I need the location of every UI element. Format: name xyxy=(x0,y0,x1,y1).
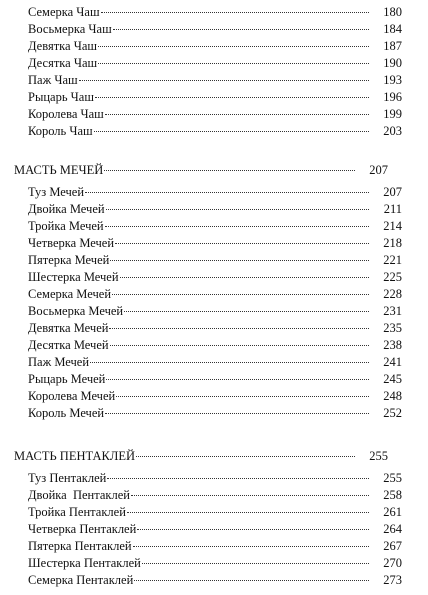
toc-entry-title: Паж Мечей xyxy=(28,355,90,369)
toc-entry-page: 264 xyxy=(383,522,402,536)
toc-entry[interactable] xyxy=(0,72,428,89)
toc-entry-title: Тройка Мечей xyxy=(28,219,104,233)
toc-dot-leader xyxy=(124,310,369,312)
toc-dot-leader xyxy=(95,96,369,98)
toc-entry-title: Король Мечей xyxy=(28,406,105,420)
toc-section-heading[interactable] xyxy=(0,448,414,465)
toc-entry[interactable] xyxy=(0,286,428,303)
toc-entry[interactable] xyxy=(0,504,428,521)
toc-entry-page: 214 xyxy=(383,219,402,233)
toc-entry-page: 196 xyxy=(383,90,402,104)
toc-entry-title: Семерка Мечей xyxy=(28,287,112,301)
toc-entry-page: 221 xyxy=(383,253,402,267)
toc-entry-title: Четверка Мечей xyxy=(28,236,115,250)
toc-entry-page: 245 xyxy=(383,372,402,386)
toc-entry[interactable] xyxy=(0,201,428,218)
toc-dot-leader xyxy=(137,528,369,530)
toc-entry[interactable] xyxy=(0,218,428,235)
toc-entry-title: Паж Чаш xyxy=(28,73,78,87)
toc-dot-leader xyxy=(142,562,369,564)
toc-entry-title: Туз Мечей xyxy=(28,185,85,199)
toc-dot-leader xyxy=(116,395,369,397)
toc-entry[interactable] xyxy=(0,354,428,371)
toc-entry-page: 180 xyxy=(383,5,402,19)
toc-entry[interactable] xyxy=(0,269,428,286)
toc-entry[interactable] xyxy=(0,4,428,21)
toc-section-page: 255 xyxy=(369,449,388,463)
toc-entry[interactable] xyxy=(0,38,428,55)
toc-entry-page: 248 xyxy=(383,389,402,403)
toc-entry-title: Девятка Чаш xyxy=(28,39,98,53)
toc-entry-title: Рыцарь Мечей xyxy=(28,372,106,386)
toc-entry-page: 270 xyxy=(383,556,402,570)
toc-dot-leader xyxy=(134,579,369,581)
toc-entry[interactable] xyxy=(0,21,428,38)
toc-entry-title: Пятерка Пентаклей xyxy=(28,539,132,553)
toc-entry-page: 203 xyxy=(383,124,402,138)
toc-entry[interactable] xyxy=(0,184,428,201)
toc-entry-title: Пятерка Мечей xyxy=(28,253,110,267)
toc-dot-leader xyxy=(113,28,369,30)
toc-dot-leader xyxy=(85,191,369,193)
toc-section-title: МАСТЬ МЕЧЕЙ xyxy=(14,163,104,177)
toc-entry-title: Тройка Пентаклей xyxy=(28,505,126,519)
toc-entry-title: Двойка Мечей xyxy=(28,202,105,216)
toc-entry[interactable] xyxy=(0,521,428,538)
toc-dot-leader xyxy=(109,327,369,329)
toc-entry-page: 252 xyxy=(383,406,402,420)
toc-section-heading[interactable] xyxy=(0,162,414,179)
toc-entry-page: 235 xyxy=(383,321,402,335)
toc-dot-leader xyxy=(107,477,369,479)
toc-entry-title: Шестерка Пентаклей xyxy=(28,556,141,570)
toc-entry-title: Десятка Мечей xyxy=(28,338,109,352)
toc-entry-page: 241 xyxy=(383,355,402,369)
toc-entry-title: Десятка Чаш xyxy=(28,56,98,70)
toc-entry-page: 184 xyxy=(383,22,402,36)
toc-dot-leader xyxy=(98,45,369,47)
toc-entry-title: Королева Чаш xyxy=(28,107,104,121)
toc-dot-leader xyxy=(101,11,369,13)
toc-entry-title: Туз Пентаклей xyxy=(28,471,107,485)
toc-entry[interactable] xyxy=(0,405,428,422)
toc-dot-leader xyxy=(98,62,369,64)
toc-entry[interactable] xyxy=(0,235,428,252)
toc-dot-leader xyxy=(133,545,369,547)
toc-entry-title: Двойка Пентаклей xyxy=(28,488,130,502)
toc-entry-page: 187 xyxy=(383,39,402,53)
toc-entry[interactable] xyxy=(0,252,428,269)
toc-dot-leader xyxy=(105,113,369,115)
toc-entry[interactable] xyxy=(0,555,428,572)
toc-entry-page: 225 xyxy=(383,270,402,284)
toc-dot-leader xyxy=(115,242,369,244)
toc-entry-page: 228 xyxy=(383,287,402,301)
toc-entry-page: 273 xyxy=(383,573,402,587)
toc-entry-title: Король Чаш xyxy=(28,124,93,138)
toc-entry-page: 231 xyxy=(383,304,402,318)
toc-dot-leader xyxy=(94,130,369,132)
toc-entry-title: Семерка Чаш xyxy=(28,5,100,19)
toc-entry-page: 211 xyxy=(383,202,402,216)
toc-entry[interactable] xyxy=(0,388,428,405)
toc-entry-title: Рыцарь Чаш xyxy=(28,90,94,104)
toc-entry[interactable] xyxy=(0,538,428,555)
toc-entry-page: 261 xyxy=(383,505,402,519)
toc-entry[interactable] xyxy=(0,303,428,320)
toc-section-title: МАСТЬ ПЕНТАКЛЕЙ xyxy=(14,449,136,463)
toc-entry-page: 218 xyxy=(383,236,402,250)
toc-entry[interactable] xyxy=(0,337,428,354)
toc-entry[interactable] xyxy=(0,572,428,589)
toc-entry-page: 199 xyxy=(383,107,402,121)
toc-entry-page: 193 xyxy=(383,73,402,87)
toc-entry[interactable] xyxy=(0,106,428,123)
toc-entry[interactable] xyxy=(0,470,428,487)
toc-dot-leader xyxy=(106,378,369,380)
toc-dot-leader xyxy=(105,225,369,227)
toc-dot-leader xyxy=(90,361,369,363)
toc-section-page: 207 xyxy=(369,163,388,177)
toc-entry[interactable] xyxy=(0,123,428,140)
toc-entry-page: 258 xyxy=(383,488,402,502)
toc-entry-page: 190 xyxy=(383,56,402,70)
toc-entry-title: Восьмерка Мечей xyxy=(28,304,124,318)
toc-entry-page: 207 xyxy=(383,185,402,199)
toc-dot-leader xyxy=(104,169,355,171)
toc-entry[interactable] xyxy=(0,55,428,72)
toc-entry[interactable] xyxy=(0,371,428,388)
toc-entry[interactable] xyxy=(0,89,428,106)
toc-dot-leader xyxy=(112,293,369,295)
toc-entry-title: Восьмерка Чаш xyxy=(28,22,112,36)
toc-entry-page: 238 xyxy=(383,338,402,352)
toc-entry-page: 255 xyxy=(383,471,402,485)
toc-dot-leader xyxy=(110,259,369,261)
toc-entry-title: Девятка Мечей xyxy=(28,321,109,335)
toc-entry[interactable] xyxy=(0,320,428,337)
toc-dot-leader xyxy=(127,511,369,513)
toc-dot-leader xyxy=(136,455,355,457)
toc-dot-leader xyxy=(105,412,369,414)
toc-entry-title: Королева Мечей xyxy=(28,389,116,403)
toc-entry-page: 267 xyxy=(383,539,402,553)
toc-dot-leader xyxy=(120,276,369,278)
toc-entry-title: Четверка Пентаклей xyxy=(28,522,137,536)
toc-entry[interactable] xyxy=(0,487,428,504)
toc-dot-leader xyxy=(106,208,369,210)
toc-entry-title: Шестерка Мечей xyxy=(28,270,119,284)
toc-dot-leader xyxy=(110,344,369,346)
toc-dot-leader xyxy=(131,494,369,496)
toc-entry-title: Семерка Пентаклей xyxy=(28,573,134,587)
toc-dot-leader xyxy=(79,79,369,81)
